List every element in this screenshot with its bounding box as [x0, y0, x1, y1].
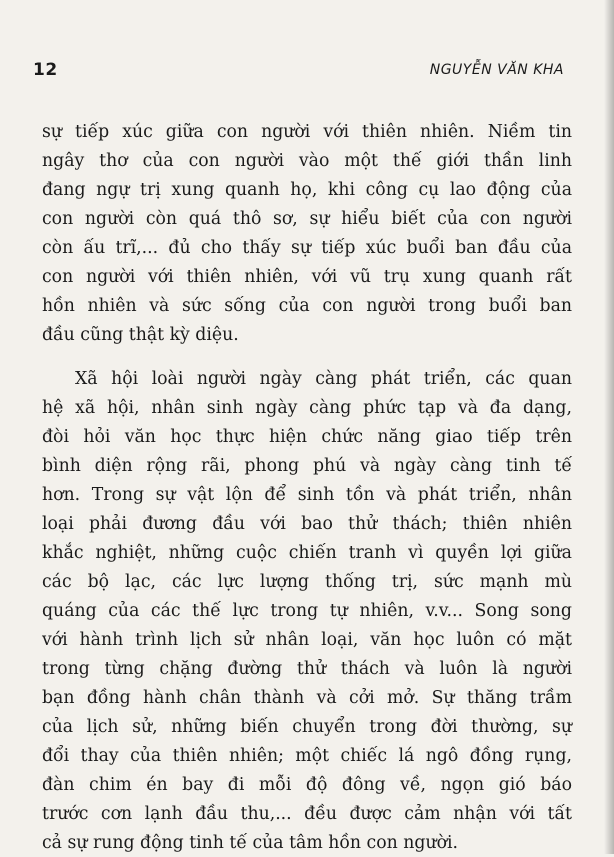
text-line: ngây thơ của con người vào một thế giới thần linh	[42, 151, 572, 171]
text-line: quáng của các thế lực trong tự nhiên, v.v... Song song	[42, 601, 572, 621]
page-edge-shadow	[604, 0, 614, 854]
text-line: còn ấu trĩ,... đủ cho thấy sự tiếp xúc buổi ban đầu của	[42, 238, 572, 258]
text-line: với hành trình lịch sử nhân loại, văn học luôn có mặt	[42, 630, 572, 650]
text-line: bình diện rộng rãi, phong phú và ngày càng tinh tế	[42, 456, 572, 476]
running-head-author: NGUYỄN VĂN KHA	[429, 62, 564, 78]
text-line: con người còn quá thô sơ, sự hiểu biết của con người	[42, 209, 572, 229]
text-line: đòi hỏi văn học thực hiện chức năng giao tiếp trên	[42, 427, 572, 447]
text-line: hồn nhiên và sức sống của con người trong buổi ban	[42, 296, 572, 316]
text-line: hơn. Trong sự vật lộn để sinh tồn và phát triển, nhân	[42, 485, 572, 505]
text-line: các bộ lạc, các lực lượng thống trị, sức mạnh mù	[42, 572, 572, 592]
text-line: sự tiếp xúc giữa con người với thiên nhiên. Niềm tin	[42, 122, 572, 142]
text-line: bạn đồng hành chân thành và cởi mở. Sự thăng trầm	[42, 688, 572, 708]
text-line: đầu cũng thật kỳ diệu.	[42, 325, 239, 345]
text-line: trong từng chặng đường thử thách và luôn là người	[42, 659, 572, 679]
text-line: đổi thay của thiên nhiên; một chiếc lá ngô đồng rụng,	[42, 746, 572, 766]
text-line: khắc nghiệt, những cuộc chiến tranh vì quyền lợi giữa	[42, 543, 572, 563]
text-line: đàn chim én bay đi mỗi độ đông về, ngọn gió báo	[42, 775, 572, 795]
text-line: hệ xã hội, nhân sinh ngày càng phức tạp và đa dạng,	[42, 398, 572, 418]
text-line: Xã hội loài người ngày càng phát triển, các quan	[75, 369, 572, 389]
text-line: trước cơn lạnh đầu thu,... đều được cảm nhận với tất	[42, 804, 572, 824]
text-line: đang ngự trị xung quanh họ, khi công cụ lao động của	[42, 180, 572, 200]
text-line: của lịch sử, những biến chuyển trong đời thường, sự	[42, 717, 572, 737]
page-header	[0, 60, 614, 84]
text-line: con người với thiên nhiên, với vũ trụ xung quanh rất	[42, 267, 572, 287]
page-number: 12	[33, 60, 58, 80]
text-line: cả sự rung động tinh tế của tâm hồn con người.	[42, 833, 458, 853]
text-line: loại phải đương đầu với bao thử thách; thiên nhiên	[42, 514, 572, 534]
